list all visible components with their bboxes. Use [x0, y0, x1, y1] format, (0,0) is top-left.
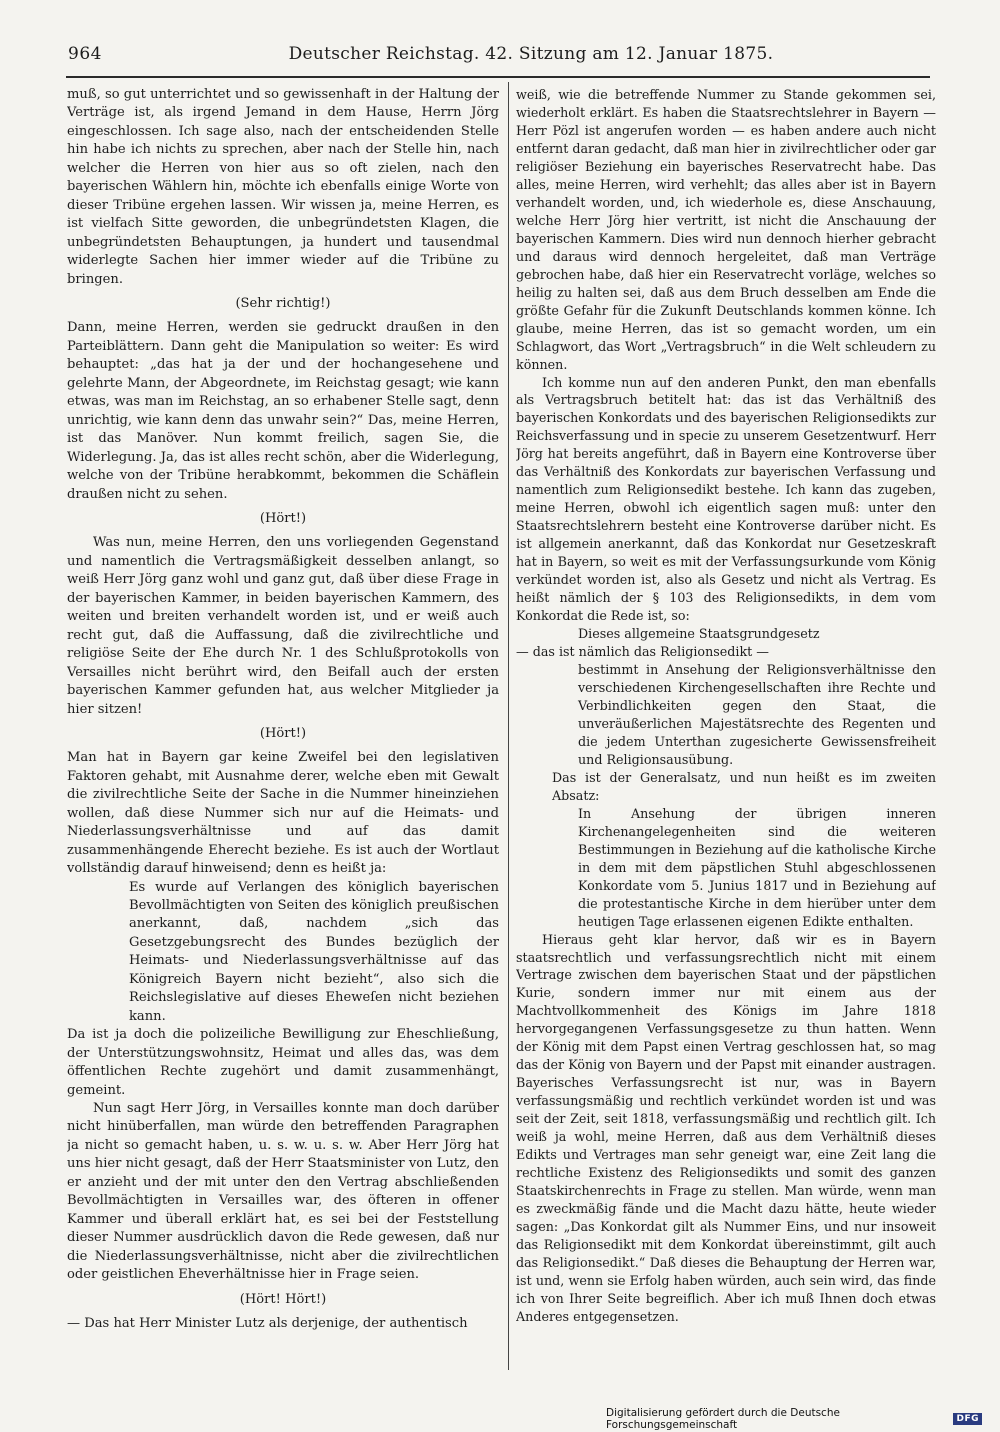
right-column — [516, 86, 936, 1346]
paragraph: — das ist nämlich das Religionsedikt — — [516, 644, 769, 660]
paragraph: Was nun, meine Herren, den uns vorliegenden Gegenstand und namentlich die Vertragsmäßigkeit desselben anlangt, so weiß Herr Jörg ganz wohl und ganz gut, daß über diese Frage in der bayerischen Kammer, in beiden bayerischen Kammern, des weiten und breiten verhandelt worden ist, und er weiß auch recht gut, daß die Auffassung, daß die zivilrechtliche und religiöse Seite der Ehe durch Nr. 1 des Schlußprotokolls von Versailles nicht berührt wird, den Beifall auch der ersten bayerischen Kammer gefunden hat, aus welcher Mitglieder ja hier sitzen! — [67, 535, 499, 717]
quotation: Dieses allgemeine Staatsgrundgesetz — [578, 626, 820, 642]
interjection: (Sehr richtig!) — [235, 295, 331, 311]
digitization-footer — [606, 1407, 982, 1431]
interjection: (Hört!) — [259, 510, 307, 526]
interjection: (Hört! Hört!) — [239, 1291, 327, 1307]
paragraph: Dann, meine Herren, werden sie gedruckt draußen in den Parteiblättern. Dann geht die Manipulation so weiter: Es wird behauptet: „das hat ja der und der hochangesehene und gelehrte Mann, der Abgeordnete, im Reichstag gesagt; wie kann etwas, was man im Reichstag, an so erhabener Stelle sagt, denn unrichtig, wie kann denn das unwahr sein?“ Das, meine Herren, ist das Manöver. Nun kommt freilich, sagen Sie, die Widerlegung. Ja, das ist alles recht schön, aber die Widerlegung, welche von der Tribüne herabkommt, bekommen die Schäflein draußen nicht zu sehen. — [67, 320, 499, 502]
paragraph: Man hat in Bayern gar keine Zweifel bei den legislativen Faktoren gehabt, mit Ausnahme derer, welche eben mit Gewalt die zivilrechtliche Seite der Sache in die Nummer hineinziehen wollen, daß diese Nummer sich nur auf die Heimats- und Niederlassungsverhältnisse und auf das damit zusammenhängende Eherecht beziehe. Es ist auch der Wortlaut vollständig darauf hinweisend; denn es heißt ja: — [67, 750, 499, 877]
page-number: 964 — [68, 44, 102, 64]
running-header — [68, 44, 930, 74]
footer-credit: Digitalisierung gefördert durch die Deutsche Forschungsgemeinschaft — [606, 1407, 840, 1431]
paragraph: muß, so gut unterrichtet und so gewissenhaft in der Haltung der Verträge ist, als irgend Jemand in dem Hause, Herrn Jörg eingeschlossen. Ich sage also, nach der entscheidenden Stelle hin habe ich nichts zu sprechen, aber nach der Stelle hin, nach welcher die Herren von hier aus so oft zielen, nach den bayerischen Wählern hin, möchte ich ebenfalls einige Worte von dieser Tribüne ergehen lassen. Wir wissen ja, meine Herren, es ist vielfach Sitte geworden, die unbegründetsten Klagen, die unbegründetsten Behauptungen, ja hundert und tausendmal widerlegte Sachen hier immer wieder auf die Tribüne zu bringen. — [67, 87, 499, 287]
header-rule — [66, 76, 930, 78]
quotation: bestimmt in Ansehung der Religionsverhältnisse den verschiedenen Kirchengesellschaften ihre Rechte und Verbindlichkeiten gegen den Staat, die unveräußerlichen Majestätsrechte des Regenten und die jedem Unterthan zugesicherte Gewissensfreiheit und Religionsausübung. — [578, 662, 936, 767]
paragraph: Nun sagt Herr Jörg, in Versailles konnte man doch darüber nicht hinüberfallen, man würde den betreffenden Paragraphen ja nicht so gemacht haben, u. s. w. u. s. w. Aber Herr Jörg hat uns hier nicht gesagt, daß der Herr Staatsminister von Lutz, den er anzieht und der mit unter den den Vertrag abschließenden Bevollmächtigten in Versailles war, des öfteren in offener Kammer und überall erklärt hat, es sei bei der Feststellung dieser Nummer ausdrücklich davon die Rede gewesen, daß nur die Niederlassungsverhältnisse, nicht aber die zivilrechtlichen oder geistlichen Eheverhältnisse hier in Frage seien. — [67, 1101, 499, 1283]
column-divider — [508, 82, 509, 1370]
paragraph: weiß, wie die betreffende Nummer zu Stande gekommen sei, wiederholt erklärt. Es haben die Staatsrechtslehrer in Bayern — Herr Pözl ist angerufen worden — es haben andere auch nicht entfernt daran gedacht, daß man hier in zivilrechtlicher oder gar religiöser Beziehung ein bayerisches Reservatrecht habe. Das alles, meine Herren, wird verhehlt; das alles aber ist in Bayern verhandelt worden, und, ich wiederhole es, diese Anschauung, welche Herr Jörg hier vertritt, ist nicht die Anschauung der bayerischen Kammern. Dies wird nun dennoch hierher gebracht und daraus wird dennoch hergeleitet, daß man Verträge gebrochen habe, daß hier ein Reservatrecht vorläge, welches so heilig zu halten sei, daß aus dem Bruch desselben am Ende die größte Gefahr für die Zukunft Deutschlands kommen könne. Ich glaube, meine Herren, das ist so gemacht worden, um ein Schlagwort, das Wort „Vertragsbruch“ in die Welt schleudern zu können. — [516, 87, 936, 372]
paragraph: Ich komme nun auf den anderen Punkt, den man ebenfalls als Vertragsbruch betitelt hat: das ist das Verhältniß des bayerischen Konkordats und des bayerischen Religionsedikts zur Reichsverfassung und in specie zu unserem Gesetzentwurf. Herr Jörg hat bereits angeführt, daß in Bayern eine Kontroverse über das Verhältniß des Konkordats zur bayerischen Verfassung und namentlich zum Religionsedikt bestehe. Ich kann das zugeben, meine Herren, obwohl ich eigentlich sagen muß: unter den Staatsrechtslehrern besteht eine Kontroverse darüber nicht. Es ist allgemein anerkannt, daß das Konkordat nur Gesetzeskraft hat in Bayern, so weit es mit der Verfassungsurkunde vom König verkündet worden ist, also als Gesetz und nicht als Vertrag. Es heißt nämlich der § 103 des Religionsedikts, in dem vom Konkordat die Rede ist, so: — [516, 374, 936, 624]
running-title: Deutscher Reichstag. 42. Sitzung am 12. Januar 1875. — [288, 44, 774, 64]
quotation: Es wurde auf Verlangen des königlich bayerischen Bevollmächtigten von Seiten des königlich preußischen anerkannt, daß, nachdem „sich das Gesetzgebungsrecht des Bundes bezüglich der Heimats- und Niederlassungsverhältnisse auf das Königreich Bayern nicht bezieht“, also sich die Reichslegislative auf dieses Eheweſen nicht beziehen kann. — [129, 879, 499, 1024]
paragraph: Da ist ja doch die polizeiliche Bewilligung zur Eheschließung, der Unterstützungswohnsitz, Heimat und alles das, was dem öffentlichen Rechte zugehört und damit zusammenhängt, gemeint. — [67, 1027, 499, 1098]
paragraph: — Das hat Herr Minister Lutz als derjenige, der authentisch — [67, 1316, 468, 1331]
left-column — [67, 86, 499, 1346]
interjection: (Hört!) — [259, 725, 307, 741]
dfg-logo: DFG — [953, 1413, 982, 1425]
paragraph: Hieraus geht klar hervor, daß wir es in Bayern staatsrechtlich und verfassungsrechtlich nicht mit einem Vertrage zwischen dem bayerischen Staat und der päpstlichen Kurie, sondern immer nur mit einem aus der Machtvollkommenheit des Königs im Jahre 1818 hervorgegangenen Verfassungsgesetze zu thun hatten. Wenn der König mit dem Papst einen Vertrag geschlossen hat, so mag das der König von Bayern und der Papst mit einander austragen. Bayerisches Verfassungsrecht ist nur, was in Bayern verfassungsmäßig und rechtlich verkündet worden ist und was seit der Zeit, seit 1818, verfassungsmäßig und rechtlich gilt. Ich weiß ja wohl, meine Herren, daß aus dem Verhältniß dieses Edikts und Vertrages man sehr geneigt war, eine Zeit lang die rechtliche Existenz des Religionsedikts und somit des ganzen Staatskirchenrechts in Frage zu stellen. Man würde, wenn man es zweckmäßig fände und die Macht dazu hätte, heute wieder sagen: „Das Konkordat gilt als Nummer Eins, und nur insoweit das Religionsedikt mit dem Konkordat übereinstimmt, gilt auch das Religionsedikt.“ Daß dieses die Behauptung der Herren war, ist und, wenn sie Erfolg haben würden, auch sein wird, das finde ich von Ihrer Seite begreiflich. Aber ich muß Ihnen doch etwas Anderes entgegensetzen. — [516, 931, 936, 1324]
quotation: In Ansehung der übrigen inneren Kirchenangelegenheiten sind die weiteren Bestimmungen in Beziehung auf die katholische Kirche in dem mit dem päpstlichen Stuhl abgeschlossenen Konkordate vom 5. Junius 1817 und in Beziehung auf die protestantische Kirche in dem hierüber unter dem heutigen Tage erlassenen eigenen Edikte enthalten. — [578, 805, 936, 929]
quotation-intro: Das ist der Generalsatz, und nun heißt es im zweiten Absatz: — [552, 769, 936, 803]
